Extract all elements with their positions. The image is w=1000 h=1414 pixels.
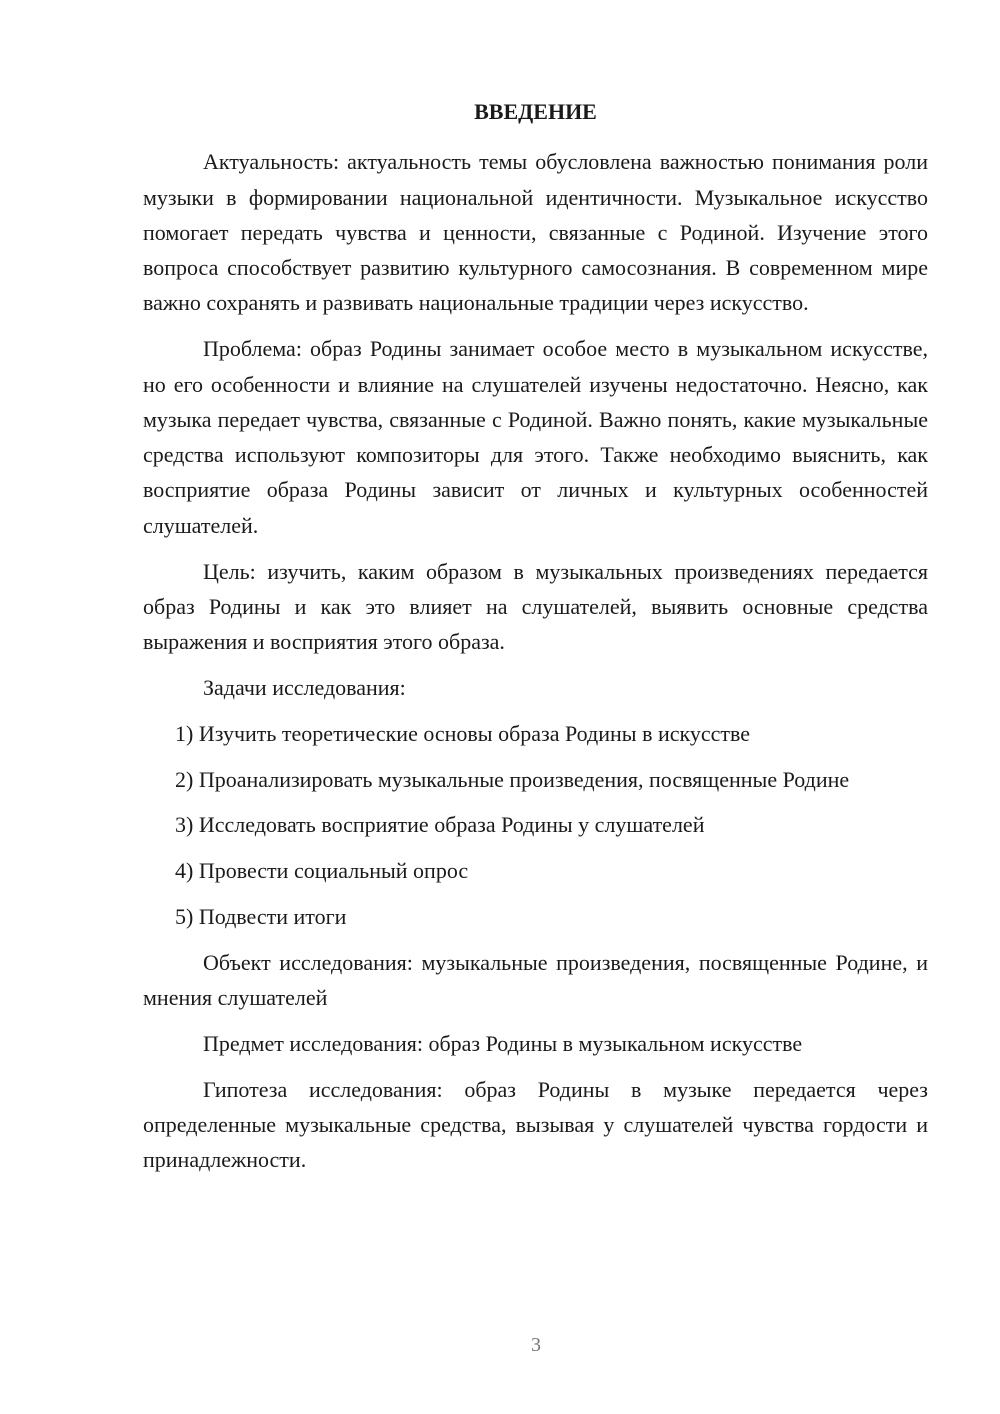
page-title: ВВЕДЕНИЕ [474,99,597,124]
subject-paragraph: Предмет исследования: образ Родины в музыкальном искусстве [203,1030,803,1056]
object-paragraph: Объект исследования: музыкальные произведения, посвященные Родине, и мнения слушателей [143,949,928,1011]
task-item: 2) Проанализировать музыкальные произведения, посвященные Родине [175,766,850,792]
goal-paragraph: Цель: изучить, каким образом в музыкальных произведениях передается образ Родины и как это влияет на слушателей, выявить основные средства выражения и восприятия этого образа. [143,558,928,655]
task-item: 5) Подвести итоги [175,903,347,929]
task-item: 3) Исследовать восприятие образа Родины у слушателей [175,812,705,838]
task-item: 4) Провести социальный опрос [175,858,469,884]
task-item: 1) Изучить теоретические основы образа Родины в искусстве [175,720,751,746]
document-page [143,94,928,1188]
page-number: 3 [531,1334,541,1356]
problem-paragraph: Проблема: образ Родины занимает особое место в музыкальном искусстве, но его особенности и влияние на слушателей изучены недостаточно. Неясно, как музыка передает чувства, связанные с Родиной. Важно понять, какие музыкальные средства используют композиторы для этого. Также необходимо выяснить, как восприятие образа Родины зависит от личных и культурных особенностей слушателей. [143,336,928,538]
hypothesis-paragraph: Гипотеза исследования: образ Родины в музыке передается через определенные музыкальные средства, вызывая у слушателей чувства гордости и принадлежности. [143,1076,928,1173]
relevance-paragraph: Актуальность: актуальность темы обусловлена важностью понимания роли музыки в формировании национальной идентичности. Музыкальное искусство помогает передать чувства и ценности, связанные с Родиной. Изучение этого вопроса способствует развитию культурного самосознания. В современном мире важно сохранять и развивать национальные традиции через искусство. [143,149,928,316]
tasks-heading: Задачи исследования: [203,674,406,700]
